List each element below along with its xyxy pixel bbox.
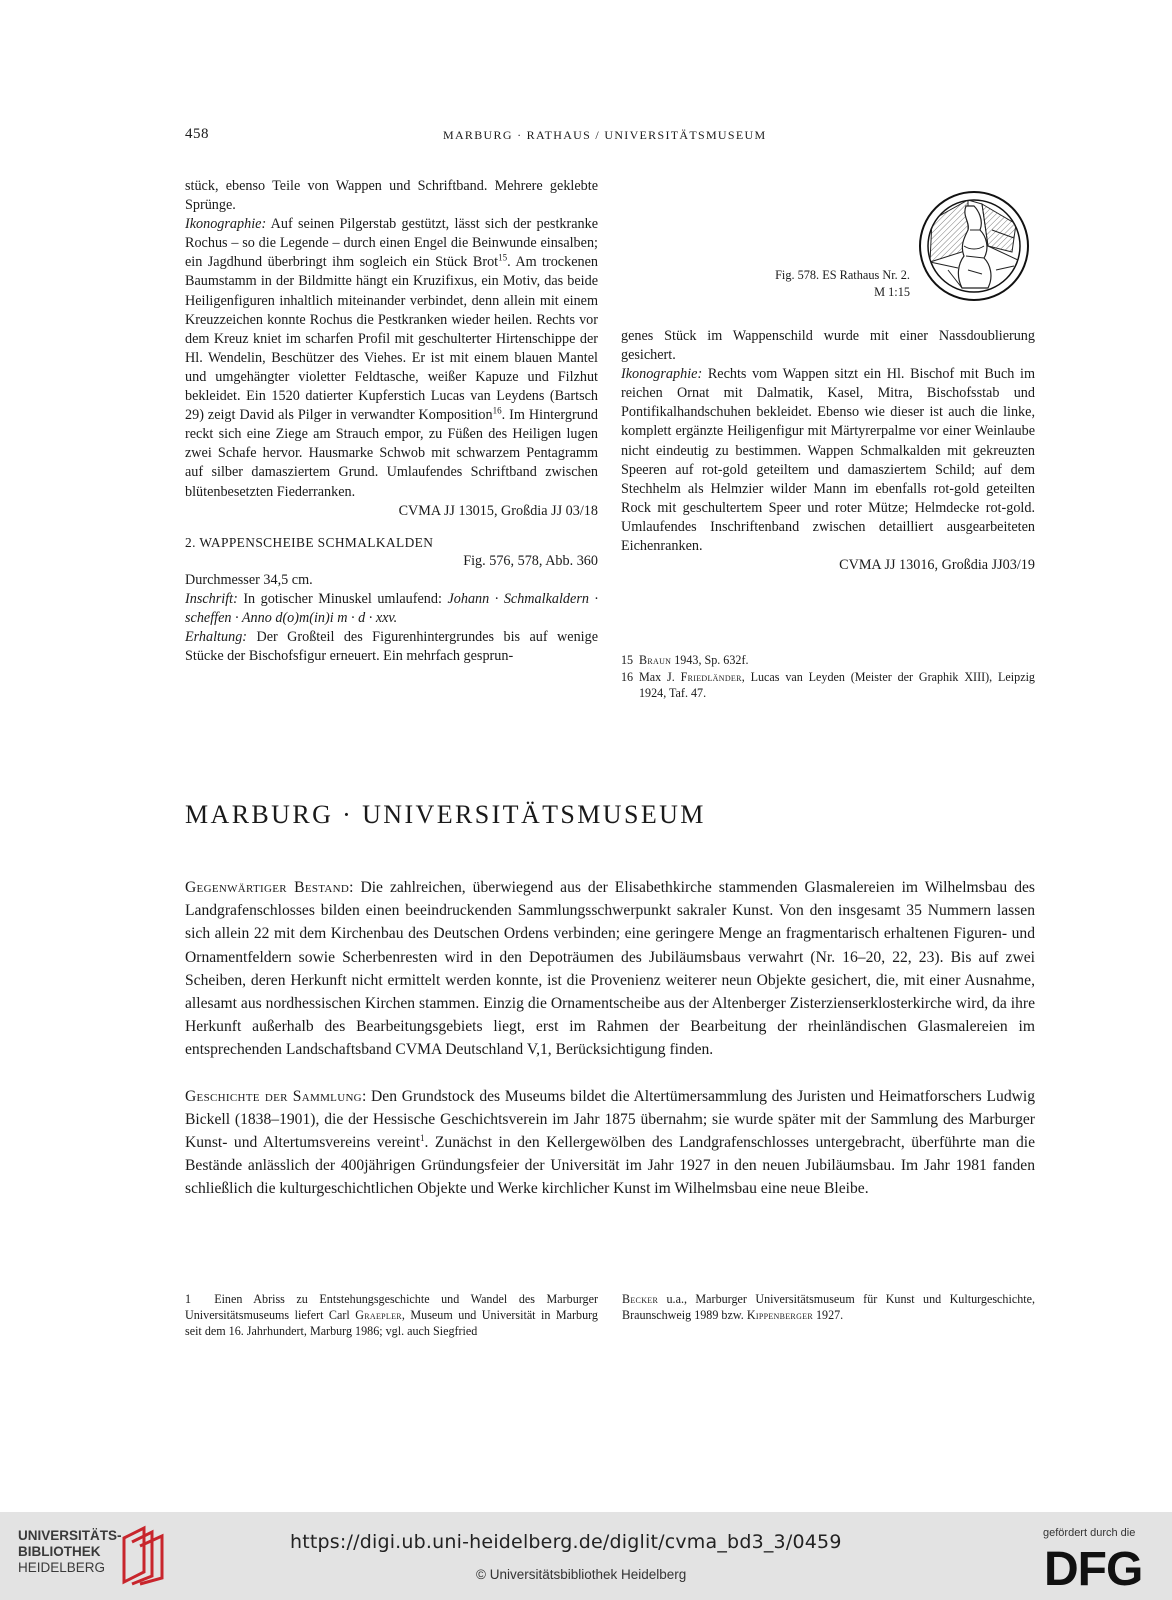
footer-bar (0, 1512, 1172, 1600)
section-body (185, 876, 1035, 1224)
footnote-16 (621, 669, 1035, 702)
collection-history-text-a: : Den Grundstock des Museums bildet die Altertümersammlung des Juristen und Heimatforschers Ludwig Bickell (1838–1901), die der Hessische Geschichtsverein im Jahr 1875 übernahm; sie wurde später mit der Sammlung des Marburger Kunst- und Altertumsvereins vereint (185, 1087, 1036, 1152)
page-number: 458 (185, 126, 209, 142)
footer-copyright: © Universitätsbibliothek Heidelberg (476, 1567, 687, 1582)
bottom-footnote-left (185, 1292, 598, 1339)
iconography-text: Rechts vom Wappen sitzt ein Hl. Bischof mit Buch im reichen Ornat mit Dalmatik, Kasel, Mitra, Bischofsstab und Pontifikalhandschuhen bekleidet. Ebenso wie dieser ist auch die linke, komplett ergänzte Heiligenfigur mit Märtyrerpalme vor einer Weinlaube nicht eindeutig zu bestimmen. Wappen Schmalkalden mit gekreuzten Speeren auf rot-gold geteiltem und damasziertem Schild; auf dem Stechhelm als Helmzier wilder Mann im ebenfalls rot-gold geteilten Rock mit geschultertem Speer und roter Mütze; Helmdecke rot-gold. Umlaufendes Inschriftenband zwischen detailliert ausgearbeiteten Eichenranken. (621, 366, 1035, 555)
entry-title: 2. WAPPENSCHEIBE SCHMALKALDEN (185, 534, 434, 550)
entry-inscription (185, 590, 598, 628)
left-iconography-paragraph (185, 215, 598, 501)
iconography-text-c: . Im Hintergrund reckt sich eine Ziege am Strauch empor, zu Füßen des Heiligen lugen zwei Schafe hervor. Hausmarke Schwob mit schwarzem Pentagramm auf silber damasziertem Grund. Umlaufendes Schriftband zwischen blütenbesetzten Fiederranken. (185, 407, 598, 500)
figure-caption-line1: Fig. 578. ES Rathaus Nr. 2. (775, 268, 910, 282)
right-paragraph-continuation: genes Stück im Wappenschild wurde mit einer Nassdoublierung gesichert. (621, 328, 1035, 364)
preservation-text: Der Großteil des Figurenhintergrundes bis auf wenige Stücke der Bischofsfigur erneuert. Ein mehrfach gesprun- (185, 629, 598, 665)
footnote-author-b: Becker (622, 1292, 659, 1306)
library-logo[interactable] (10, 1522, 170, 1592)
collection-history-text-b: . Zunächst in den Kellergewölben des Landgrafenschlosses untergebracht, überführte man die Bestände anlässlich der 400jährigen Gründungsfeier der Universität im Jahr 1927 in den neuen Jubiläumsbau. Im Jahr 1981 fanden schließlich die kulturgeschichtlichen Objekte und Werke kirchlicher Kunst im Wilhelmsbau eine neue Bleibe. (185, 1134, 1035, 1198)
figure-578-drawing (918, 190, 1030, 302)
bottom-footnote-right (622, 1292, 1035, 1339)
figure-caption (700, 267, 910, 301)
sponsor-label: gefördert durch die (1043, 1527, 1136, 1539)
footnote-author: Friedländer (680, 669, 742, 684)
left-column (185, 177, 598, 666)
figure-caption-scale: M 1:15 (874, 285, 910, 299)
section-title: MARBURG · UNIVERSITÄTSMUSEUM (185, 800, 706, 829)
footnote-text: 1943, Sp. 632f. (671, 653, 749, 667)
footnote-number: 1 (185, 1292, 192, 1306)
footnote-text-d: 1927. (812, 1307, 844, 1322)
footnote-number: 16 (621, 669, 634, 684)
left-paragraph-continuation: stück, ebenso Teile von Wappen und Schriftband. Mehrere geklebte Sprünge. (185, 178, 598, 214)
current-holdings-label: Gegenwärtiger Bestand (185, 879, 350, 896)
footnotes-top (621, 652, 1035, 702)
footnote-text-c: u.a., Marburger Universitätsmuseum für Kunst und Kulturgeschichte, Braunschweig 1989 bzw. (622, 1292, 1035, 1322)
footnote-author-a: Graepler (355, 1307, 402, 1322)
cvma-reference-2: CVMA JJ 13016, Großdia JJ03/19 (839, 557, 1035, 574)
footnote-text-b: , Museum und Universität in Marburg seit dem 16. Jahrhundert, Marburg 1986; vgl. auch Siegfried (185, 1307, 598, 1338)
current-holdings-text: : Die zahlreichen, überwiegend aus der Elisabethkirche stammenden Glasmalereien im Wilhelmsbau des Landgrafenschlosses bilden einen beeindruckenden Sammlungsschwerpunkt sakraler Kunst. Von den insgesamt 35 Nummern lassen sich allein 22 mit dem Kirchenbau des Deutschen Ordens verbinden; eine geringere Menge an fragmentarisch erhaltenen Figuren- und Ornamentfeldern sowie Scherbenresten wird in den Depoträumen des Jubiläumsbaus verwahrt (Nr. 16–20, 22, 23). Bis auf zwei Scheiben, deren Herkunft nicht ermittelt werden konnte, ist die Provenienz weiterer neun Objekte gesichert, die, mit einer Ausnahme, allesamt aus nordhessischen Kirchen stammen. Einzig die Ornamentscheibe aus der Altenberger Zisterzienserklosterkirche wird, da ihre Herkunft außerhalb des Bearbeitungsgebiets liegt, erst im Rahmen der Bearbeitung der rheinländischen Glasmalereien im entsprechenden Landschaftsband CVMA Deutschland V,1, Berücksichtigung finden. (185, 879, 1035, 1059)
iconography-label: Ikonographie: (621, 366, 703, 383)
library-name-line3: HEIDELBERG (18, 1560, 106, 1575)
running-head: MARBURG · RATHAUS / UNIVERSITÄTSMUSEUM (443, 128, 767, 142)
current-holdings-paragraph (185, 876, 1035, 1062)
collection-history-label: Geschichte der Sammlung (185, 1087, 362, 1105)
iconography-label: Ikonographie: (185, 216, 267, 233)
bottom-footnote (185, 1292, 1035, 1339)
iconography-text-b: . Am trockenen Baumstamm in der Bildmitte hängt ein Kruzifixus, ein Motiv, das beide Heiligenfiguren inhaltlich miteinander verbindet, denn allein mit einem Kreuzzeichen konnte Rochus die Pestkranken wieder heilen. Rechts vor dem Kreuz kniet im scharfen Profil mit geschulterter Hirtenschippe der Hl. Wendelin, Beschützer des Viehes. Er ist mit einem blauen Mantel und umgehängter violetter Feldtasche, weißer Kapuze und Filzhut bekleidet. Ein 1520 datierter Kupferstich Lucas van Leydens (Bartsch 29) zeigt David als Pilger in verwandter Komposition (185, 254, 598, 424)
footer-url-link[interactable]: https://digi.ub.uni-heidelberg.de/diglit/cvma_bd3_3/0459 (290, 1531, 842, 1553)
right-column (621, 327, 1035, 575)
library-book-icon (118, 1524, 170, 1586)
library-name-line1: UNIVERSITÄTS- (18, 1528, 122, 1543)
inscription-quote: Johann · Schmalkaldern · scheffen · Anno d(o)m(in)i m · d · xxv. (185, 590, 598, 627)
entry-diameter: Durchmesser 34,5 cm. (185, 571, 313, 588)
footnote-15 (621, 652, 1035, 669)
collection-history-paragraph (185, 1085, 1035, 1201)
entry-preservation (185, 628, 598, 666)
preservation-label: Erhaltung: (185, 629, 248, 646)
inscription-text: In gotischer Minuskel umlaufend: (237, 590, 448, 607)
right-iconography-paragraph (621, 365, 1035, 556)
footnote-pre: Max J. (639, 669, 681, 684)
footnote-ref-1[interactable]: 1 (420, 1132, 425, 1143)
library-name-line2: BIBLIOTHEK (18, 1544, 101, 1559)
cvma-reference-1: CVMA JJ 13015, Großdia JJ 03/18 (398, 502, 598, 519)
footnote-author: Braun (639, 653, 672, 667)
footnote-ref-15[interactable]: 15 (498, 252, 508, 263)
footnote-number: 15 (621, 653, 634, 667)
inscription-label: Inschrift: (185, 590, 238, 607)
entry-figure-refs: Fig. 576, 578, Abb. 360 (463, 552, 598, 569)
dfg-logo[interactable] (1042, 1543, 1160, 1589)
footnote-ref-16[interactable]: 16 (492, 405, 502, 416)
iconography-text-a: Auf seinen Pilgerstab gestützt, lässt sich der pestkranke Rochus – so die Legende – durch einen Engel die Beinwunde einsalben; ein Jagdhund überbringt ihm sogleich ein Stück Brot (185, 216, 598, 271)
footnote-author-c: Kippenberger (746, 1307, 813, 1322)
dfg-logo-text: DFG (1044, 1543, 1143, 1589)
footnote-text-a: Einen Abriss zu Entstehungsgeschichte und Wandel des Marburger Universitätsmuseums liefert Carl (185, 1292, 598, 1322)
footnote-text: , Lucas van Leyden (Meister der Graphik XIII), Leipzig 1924, Taf. 47. (639, 669, 1035, 700)
